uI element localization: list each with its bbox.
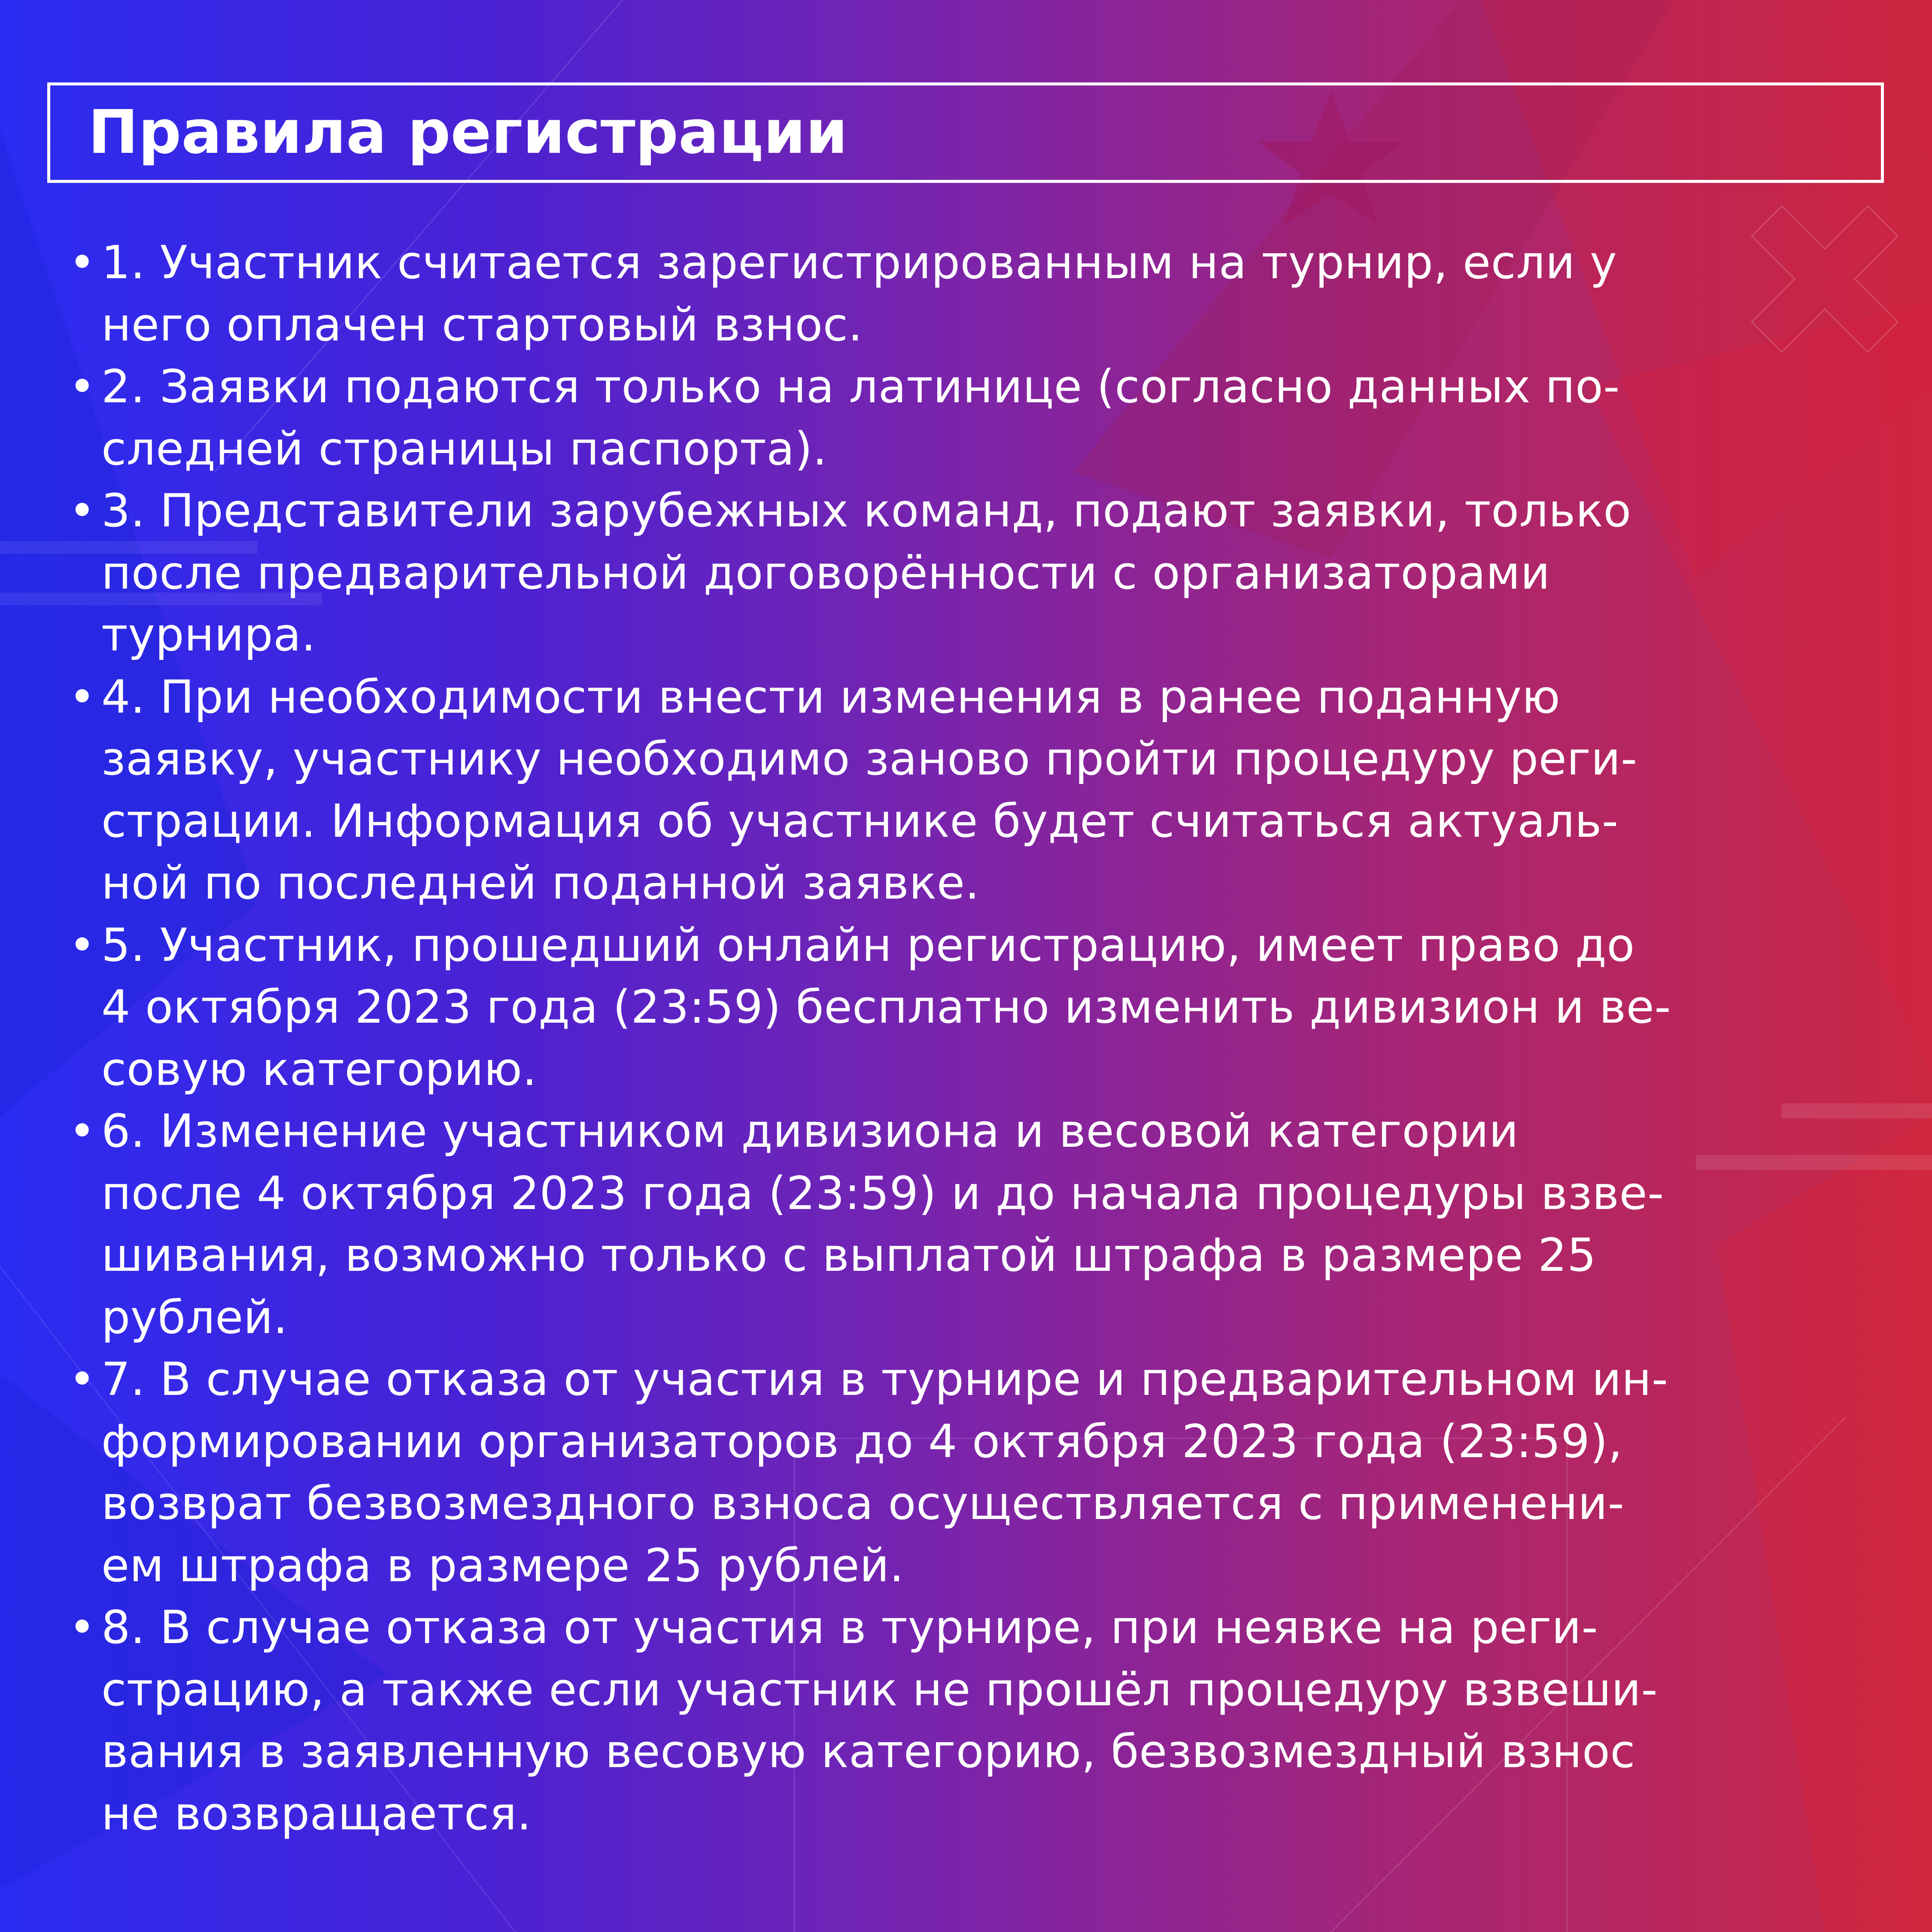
rule-item bbox=[64, 1349, 1863, 1597]
bullet-icon: • bbox=[69, 1353, 96, 1406]
rule-item bbox=[64, 666, 1863, 914]
rule-text-line: 4 октября 2023 года (23:59) бесплатно изменить дивизион и ве- bbox=[101, 981, 1671, 1033]
rule-text-line: 1. Участник считается зарегистрированным на турнир, если у bbox=[101, 236, 1617, 289]
bullet-icon: • bbox=[69, 918, 96, 972]
rule-text-line: 4. При необходимости внести изменения в ранее поданную bbox=[101, 670, 1561, 723]
rule-text-line: совую категорию. bbox=[101, 1042, 537, 1096]
title-frame bbox=[47, 82, 1884, 183]
rule-text-line: 6. Изменение участником дивизиона и весовой категории bbox=[101, 1105, 1519, 1157]
rule-item bbox=[64, 480, 1863, 666]
rules-list bbox=[64, 232, 1863, 1845]
rule-item bbox=[64, 1597, 1863, 1845]
rule-text-line: не возвращается. bbox=[101, 1787, 532, 1840]
rule-text-line: 2. Заявки подаются только на латинице (согласно данных по- bbox=[101, 360, 1620, 413]
rule-text-line: 3. Представители зарубежных команд, подают заявки, только bbox=[101, 484, 1631, 537]
rule-text-line: вания в заявленную весовую категорию, безвозмездный взнос bbox=[101, 1725, 1636, 1778]
rule-text-line: 7. В случае отказа от участия в турнире и предварительном ин- bbox=[101, 1353, 1668, 1406]
rule-text-line: турнира. bbox=[101, 608, 316, 661]
rule-item bbox=[64, 356, 1863, 480]
rule-text-line: страции. Информация об участнике будет считаться актуаль- bbox=[101, 794, 1619, 848]
rule-text-line: ем штрафа в размере 25 рублей. bbox=[101, 1539, 904, 1592]
rule-text-line: после 4 октября 2023 года (23:59) и до начала процедуры взве- bbox=[101, 1166, 1664, 1220]
rule-text-line: него оплачен стартовый взнос. bbox=[101, 298, 863, 351]
rule-item bbox=[64, 232, 1863, 356]
rule-text-line: 5. Участник, прошедший онлайн регистрацию, имеет право до bbox=[101, 918, 1635, 972]
rule-text-line: формировании организаторов до 4 октября 2023 года (23:59), bbox=[101, 1415, 1623, 1468]
rule-text-line: ной по последней поданной заявке. bbox=[101, 857, 980, 909]
bullet-icon: • bbox=[69, 670, 96, 723]
rule-text-line: 8. В случае отказа от участия в турнире, при неявке на реги- bbox=[101, 1601, 1598, 1654]
rule-item bbox=[64, 914, 1863, 1101]
rule-text-line: страцию, а также если участник не прошёл процедуру взвеши- bbox=[101, 1663, 1658, 1716]
bullet-icon: • bbox=[69, 1601, 96, 1654]
rule-text-line: рублей. bbox=[101, 1291, 288, 1344]
rule-text-line: заявку, участнику необходимо заново пройти процедуру реги- bbox=[101, 732, 1637, 785]
bullet-icon: • bbox=[69, 360, 96, 413]
page-title: Правила регистрации bbox=[88, 97, 848, 167]
bullet-icon: • bbox=[69, 1105, 96, 1157]
rule-text-line: после предварительной договорённости с организаторами bbox=[101, 546, 1550, 599]
rule-item bbox=[64, 1100, 1863, 1349]
bullet-icon: • bbox=[69, 236, 96, 289]
rule-text-line: следней страницы паспорта). bbox=[101, 422, 827, 475]
rule-text-line: возврат безвозмездного взноса осуществляется с применени- bbox=[101, 1477, 1625, 1530]
bullet-icon: • bbox=[69, 484, 96, 537]
rule-text-line: шивания, возможно только с выплатой штрафа в размере 25 bbox=[101, 1229, 1597, 1282]
